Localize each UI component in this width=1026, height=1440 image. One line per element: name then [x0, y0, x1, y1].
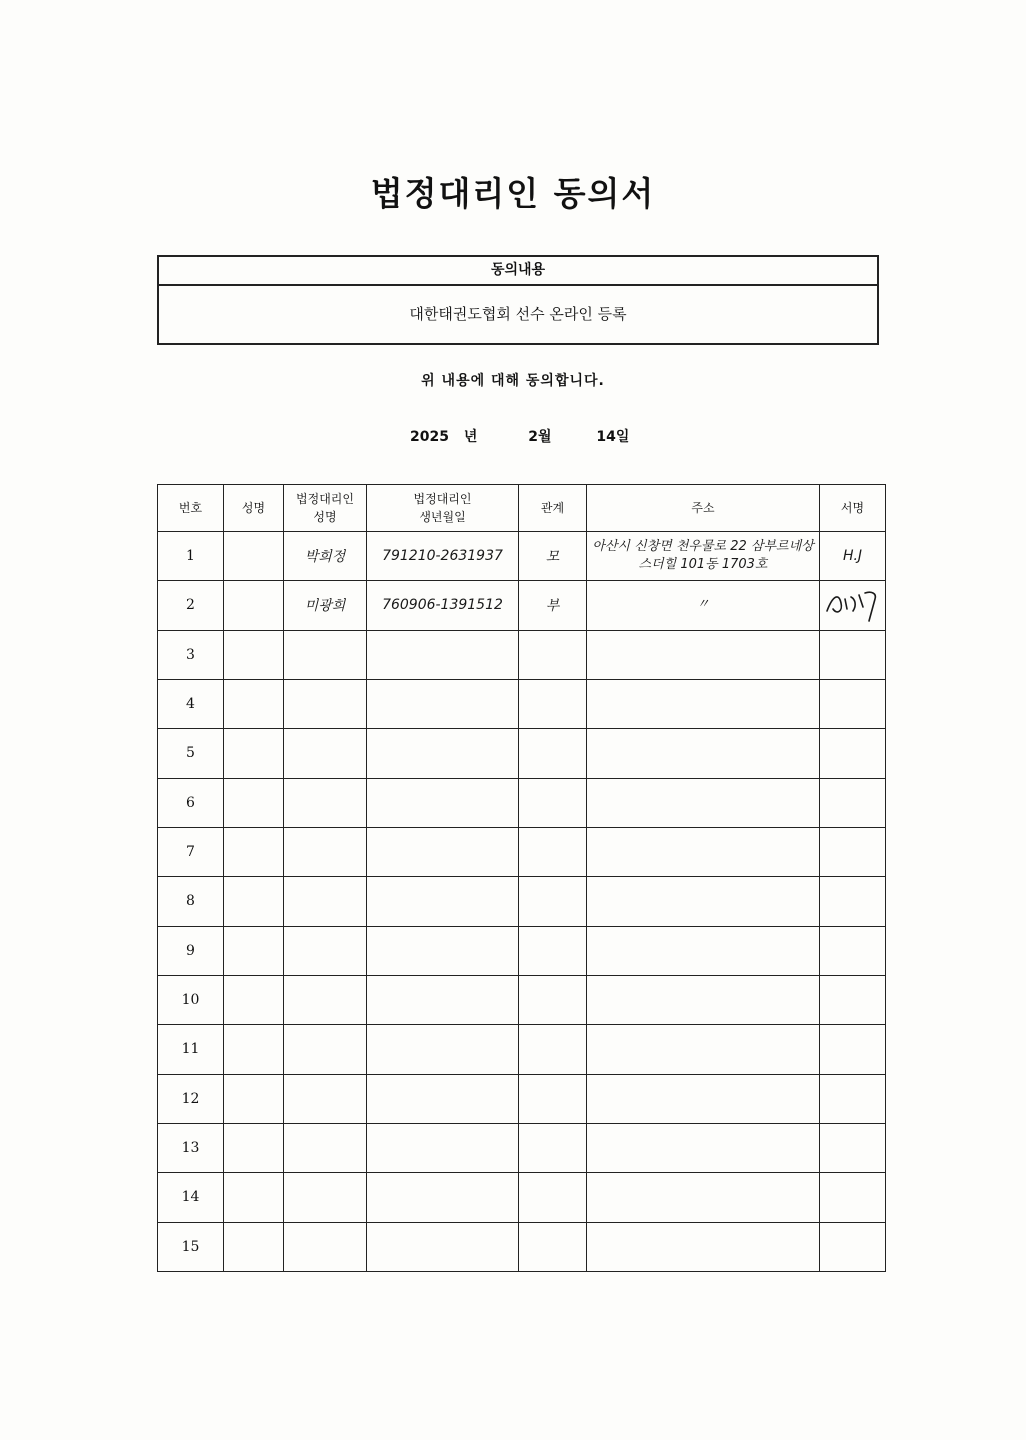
row-guardian-name [284, 1222, 367, 1271]
row-number: 8 [158, 877, 224, 926]
handwritten-signature-icon [823, 585, 883, 625]
row-name [224, 630, 284, 679]
table-row [158, 778, 886, 827]
row-number: 6 [158, 778, 224, 827]
document-title: 법정대리인 동의서 [370, 174, 656, 213]
row-number: 5 [158, 729, 224, 778]
row-address [587, 1074, 820, 1123]
header-signature: 서명 [820, 485, 886, 532]
consent-header: 동의내용 [159, 257, 877, 286]
row-number: 11 [158, 1025, 224, 1074]
date-month: 2월 [528, 429, 552, 445]
table-row [158, 729, 886, 778]
row-guardian-name [284, 1025, 367, 1074]
row-relation [519, 1025, 587, 1074]
row-name [224, 679, 284, 728]
row-relation [519, 975, 587, 1024]
header-guardian-birth-line2: 생년월일 [419, 510, 466, 524]
header-guardian-birth-line1: 법정대리인 [413, 492, 472, 506]
table-row [158, 1123, 886, 1172]
header-guardian-birth [367, 485, 519, 532]
row-signature [820, 630, 886, 679]
row-relation: 모 [519, 532, 587, 581]
guardian-table [157, 484, 886, 1272]
row-guardian-birth [367, 1173, 519, 1222]
row-name [224, 1173, 284, 1222]
row-name [224, 581, 284, 630]
row-guardian-name: 미광희 [284, 581, 367, 630]
date-year-unit: 년 [463, 429, 478, 445]
row-address [587, 1025, 820, 1074]
row-number: 15 [158, 1222, 224, 1271]
row-guardian-birth [367, 827, 519, 876]
row-name [224, 778, 284, 827]
row-name [224, 1025, 284, 1074]
row-name [224, 1074, 284, 1123]
row-address [587, 1173, 820, 1222]
row-signature [820, 1222, 886, 1271]
row-address [587, 679, 820, 728]
table-row [158, 1074, 886, 1123]
row-address [587, 630, 820, 679]
row-guardian-name [284, 778, 367, 827]
row-signature [820, 1173, 886, 1222]
row-signature: H.J [820, 532, 886, 581]
row-guardian-birth [367, 679, 519, 728]
row-signature [820, 827, 886, 876]
row-signature [820, 1123, 886, 1172]
row-signature [820, 778, 886, 827]
agreement-statement: 위 내용에 대해 동의합니다. [421, 373, 605, 389]
row-address [587, 827, 820, 876]
row-name [224, 975, 284, 1024]
row-signature [820, 877, 886, 926]
row-relation: 부 [519, 581, 587, 630]
row-signature [820, 975, 886, 1024]
header-relation: 관계 [519, 485, 587, 532]
row-guardian-name [284, 877, 367, 926]
row-guardian-name: 박희정 [284, 532, 367, 581]
date-year: 2025 [410, 429, 449, 445]
row-guardian-birth: 760906-1391512 [367, 581, 519, 630]
row-number: 10 [158, 975, 224, 1024]
row-guardian-birth [367, 1074, 519, 1123]
row-number: 14 [158, 1173, 224, 1222]
row-address [587, 926, 820, 975]
row-address [587, 1123, 820, 1172]
row-address [587, 877, 820, 926]
row-relation [519, 679, 587, 728]
row-relation [519, 827, 587, 876]
row-guardian-name [284, 1173, 367, 1222]
row-guardian-birth [367, 975, 519, 1024]
row-number: 4 [158, 679, 224, 728]
row-address [587, 1222, 820, 1271]
row-number: 1 [158, 532, 224, 581]
row-guardian-birth: 791210-2631937 [367, 532, 519, 581]
row-guardian-name [284, 1123, 367, 1172]
table-row [158, 630, 886, 679]
header-guardian-name [284, 485, 367, 532]
row-relation [519, 729, 587, 778]
header-name: 성명 [224, 485, 284, 532]
table-row [158, 1025, 886, 1074]
row-guardian-birth [367, 1025, 519, 1074]
row-relation [519, 877, 587, 926]
row-signature [820, 1025, 886, 1074]
row-number: 13 [158, 1123, 224, 1172]
table-row [158, 1222, 886, 1271]
row-relation [519, 1123, 587, 1172]
row-guardian-birth [367, 630, 519, 679]
row-address: 〃 [587, 581, 820, 630]
row-relation [519, 1222, 587, 1271]
row-name [224, 1123, 284, 1172]
row-guardian-birth [367, 877, 519, 926]
row-signature [820, 926, 886, 975]
table-row [158, 877, 886, 926]
date-day: 14일 [596, 429, 630, 445]
row-relation [519, 630, 587, 679]
row-signature [820, 679, 886, 728]
table-row [158, 532, 886, 581]
row-number: 9 [158, 926, 224, 975]
row-signature [820, 1074, 886, 1123]
table-row [158, 926, 886, 975]
row-signature [820, 729, 886, 778]
row-guardian-name [284, 679, 367, 728]
row-name [224, 1222, 284, 1271]
row-name [224, 827, 284, 876]
row-guardian-birth [367, 926, 519, 975]
table-row [158, 581, 886, 630]
row-guardian-name [284, 975, 367, 1024]
date-line [410, 426, 629, 446]
row-relation [519, 1074, 587, 1123]
table-row [158, 975, 886, 1024]
row-relation [519, 778, 587, 827]
row-signature [820, 581, 886, 630]
table-row [158, 827, 886, 876]
row-address [587, 778, 820, 827]
row-guardian-birth [367, 1222, 519, 1271]
consent-content-box [157, 255, 879, 345]
row-guardian-name [284, 630, 367, 679]
row-guardian-birth [367, 778, 519, 827]
consent-content: 대한태권도협회 선수 온라인 등록 [409, 305, 627, 323]
table-header-row [158, 485, 886, 532]
row-guardian-name [284, 926, 367, 975]
header-no: 번호 [158, 485, 224, 532]
row-number: 7 [158, 827, 224, 876]
header-guardian-name-line1: 법정대리인 [296, 492, 354, 506]
row-number: 12 [158, 1074, 224, 1123]
row-guardian-birth [367, 729, 519, 778]
row-name [224, 729, 284, 778]
table-row [158, 679, 886, 728]
row-address [587, 975, 820, 1024]
table-row [158, 1173, 886, 1222]
header-address: 주소 [587, 485, 820, 532]
row-number: 2 [158, 581, 224, 630]
row-name [224, 877, 284, 926]
row-address [587, 729, 820, 778]
row-number: 3 [158, 630, 224, 679]
header-guardian-name-line2: 성명 [313, 510, 337, 524]
row-guardian-name [284, 729, 367, 778]
row-relation [519, 926, 587, 975]
row-address: 아산시 신창면 천우물로 22 삼부르네상스더힐 101동 1703호 [587, 532, 820, 581]
row-guardian-name [284, 827, 367, 876]
row-guardian-birth [367, 1123, 519, 1172]
row-name [224, 532, 284, 581]
row-name [224, 926, 284, 975]
row-guardian-name [284, 1074, 367, 1123]
row-relation [519, 1173, 587, 1222]
